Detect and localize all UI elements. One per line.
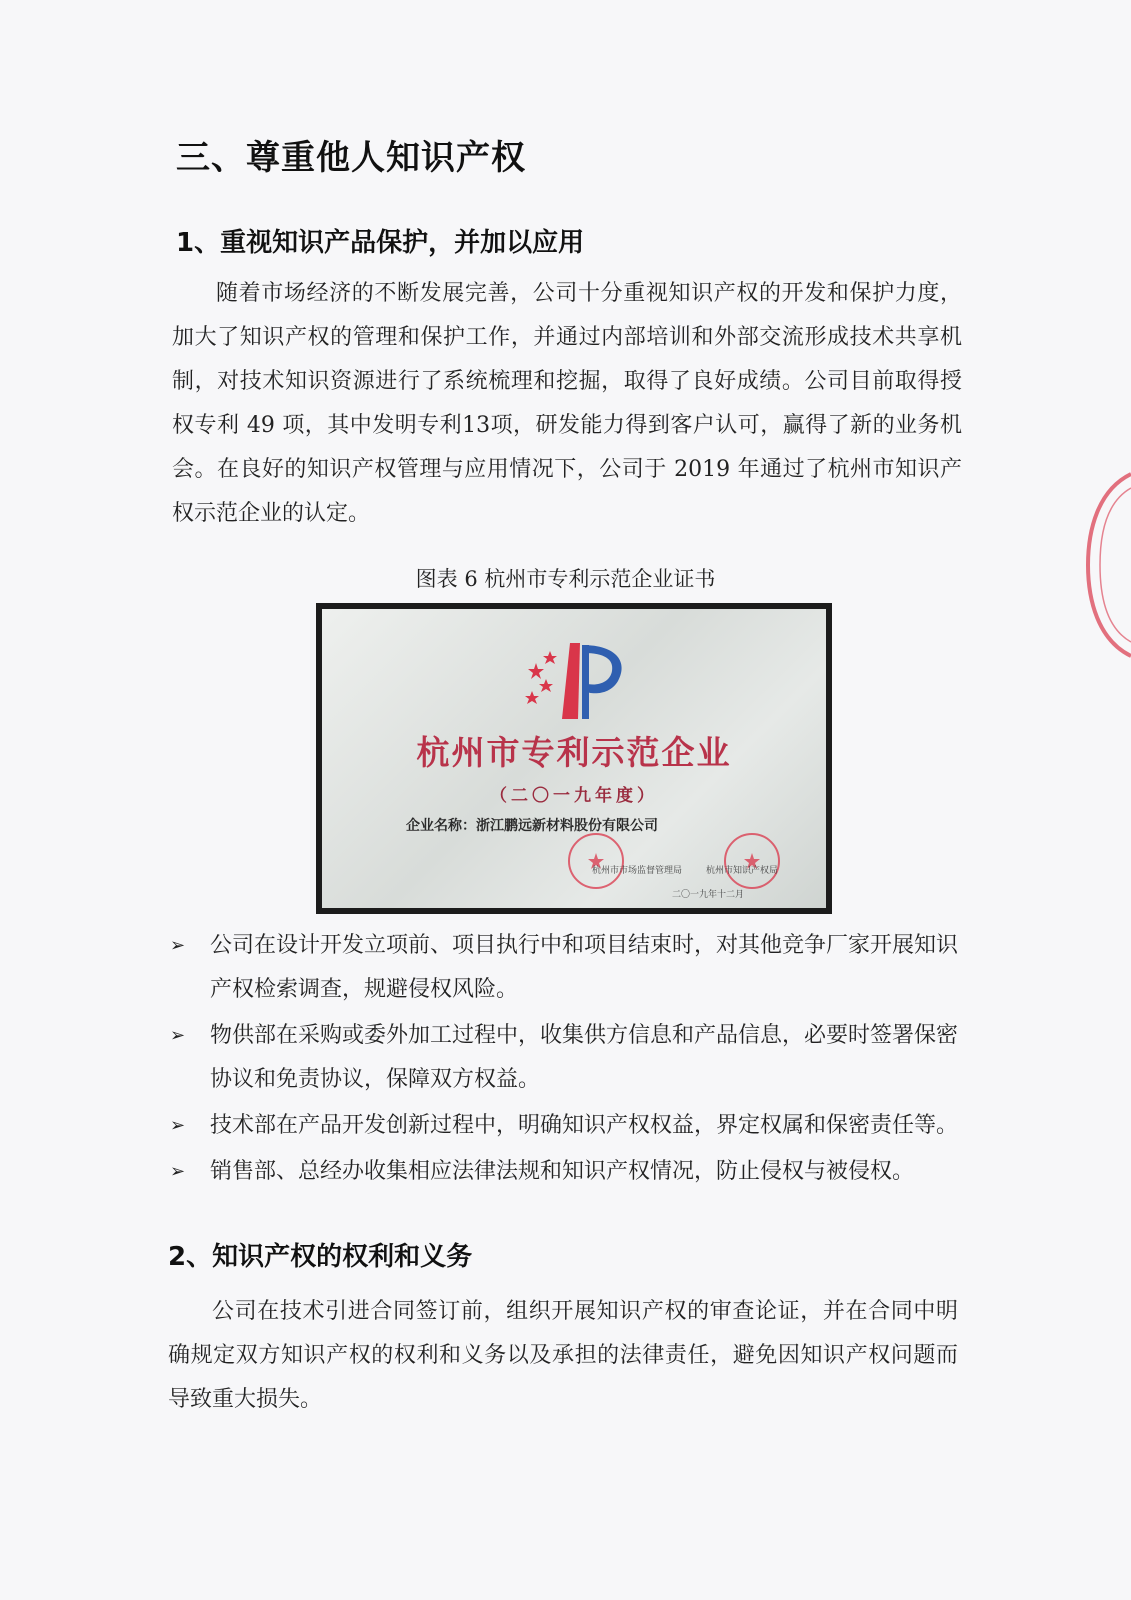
list-item-text: 物供部在采购或委外加工过程中，收集供方信息和产品信息，必要时签署保密协议和免责协议，保障双方权益。 <box>210 1023 959 1092</box>
certificate-title: 杭州市专利示范企业 <box>416 733 732 772</box>
certificate-issuer-right: 杭州市知识产权局 <box>706 866 779 876</box>
subsection-1-paragraph: 随着市场经济的不断发展完善，公司十分重视知识产权的开发和保护力度，加大了知识产权的管理和保护工作，并通过内部培训和外部交流形成技术共享机制，对技术知识资源进行了系统梳理和挖掘，取得了良好成绩。公司目前取得授权专利 49 项，其中发明专利13项，研发能力得到客户认可，赢得了新的业务机会。在良好的知识产权管理与应用情况下，公司于 2019 年通过了杭州市知识产权示范企业的认定。 <box>172 281 962 526</box>
subsection-2-heading: 2、知识产权的权利和义务 <box>168 1242 473 1272</box>
list-item-text: 公司在设计开发立项前、项目执行中和项目结束时，对其他竞争厂家开展知识产权检索调查，规避侵权风险。 <box>210 933 959 1002</box>
list-item-text: 技术部在产品开发创新过程中，明确知识产权权益，界定权属和保密责任等。 <box>210 1113 959 1138</box>
certificate-year: （二〇一九年度） <box>490 786 658 806</box>
figure-caption: 图表 6 杭州市专利示范企业证书 <box>415 567 716 591</box>
bullet-list <box>168 924 958 1196</box>
certificate-plaque <box>322 609 826 908</box>
list-item <box>168 924 958 1012</box>
official-seal-icon <box>722 831 782 891</box>
subsection-2-paragraph: 公司在技术引进合同签订前，组织开展知识产权的审查论证，并在合同中明确规定双方知识产权的权利和义务以及承担的法律责任，避免因知识产权问题而导致重大损失。 <box>168 1299 958 1412</box>
section-title: 三、尊重他人知识产权 <box>176 138 526 178</box>
certificate-photo <box>316 603 832 914</box>
official-seal-icon <box>566 831 626 891</box>
list-item <box>168 1104 958 1148</box>
certificate-issuer-left: 杭州市市场监督管理局 <box>592 866 683 876</box>
list-item <box>168 1014 958 1102</box>
arrow-bullet-icon: ➢ <box>170 1161 186 1182</box>
company-stamp-icon <box>1080 470 1131 660</box>
list-item-text: 销售部、总经办收集相应法律法规和知识产权情况，防止侵权与被侵权。 <box>210 1159 915 1184</box>
arrow-bullet-icon: ➢ <box>170 1025 186 1046</box>
subsection-1-heading: 1、重视知识产品保护，并加以应用 <box>176 228 585 258</box>
arrow-bullet-icon: ➢ <box>170 1115 186 1136</box>
certificate-date: 二〇一九年十二月 <box>672 890 745 900</box>
patent-logo-icon <box>518 633 638 723</box>
arrow-bullet-icon: ➢ <box>170 935 186 956</box>
certificate-company: 企业名称：浙江鹏远新材料股份有限公司 <box>406 818 658 834</box>
list-item <box>168 1150 958 1194</box>
